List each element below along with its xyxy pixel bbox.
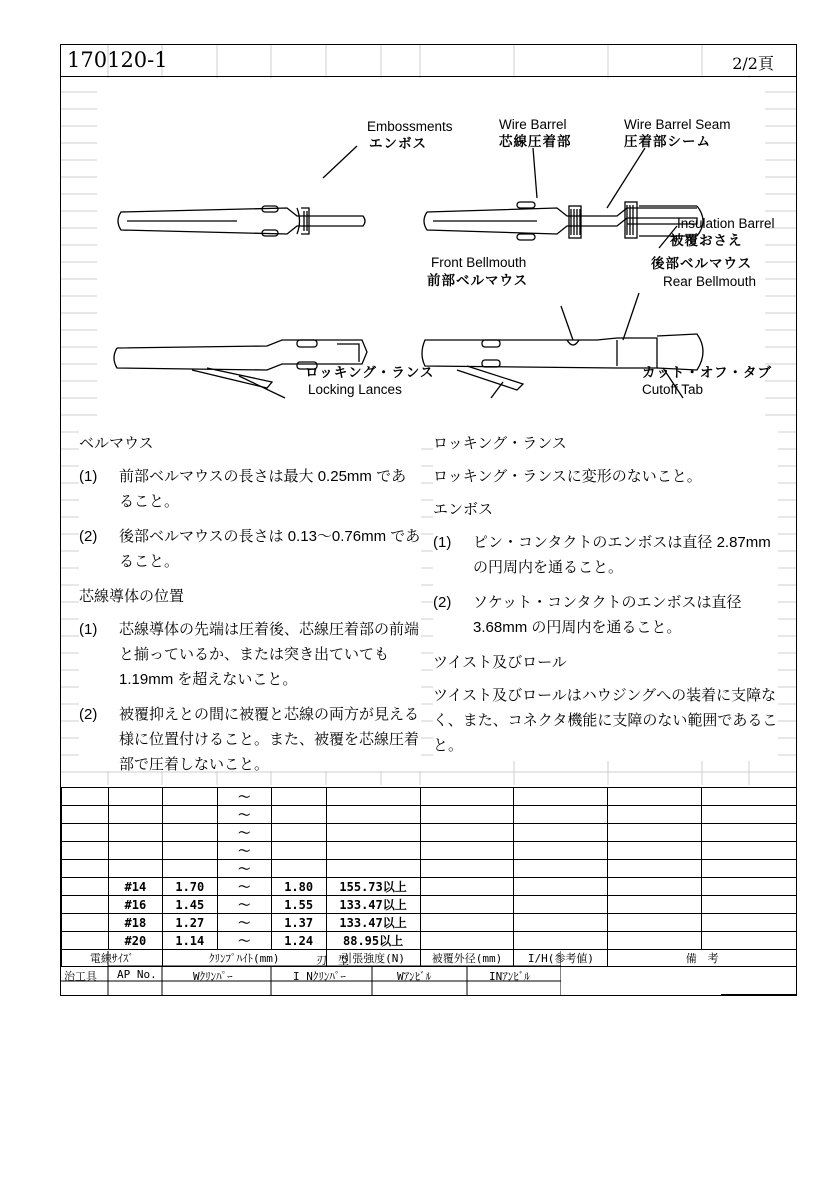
embossments-label-jp: エンボス <box>369 136 427 151</box>
insulation-barrel-label-jp: 被覆おさえ <box>670 233 743 248</box>
conductor-item-1: (1) 芯線導体の先端は圧着後、芯線圧着部の前端と揃っているか、または突き出ていても 1.19mm を超えないこと。 <box>79 621 420 688</box>
table-row-blank: ～ <box>62 824 797 842</box>
rear-bellmouth-label-en: Rear Bellmouth <box>663 274 757 289</box>
table-row: #20 1.14 ～ 1.24 88.95以上 <box>62 932 797 950</box>
document-number: 170120-1 <box>67 48 168 72</box>
front-bellmouth-label-jp: 前部ベルマウス <box>427 273 529 288</box>
table-row-blank: ～ <box>62 788 797 806</box>
locking-heading: ロッキング・ランス <box>433 435 567 452</box>
right-text-pane <box>433 431 778 761</box>
contact-drawing <box>97 78 775 440</box>
in-anvil-label: INｱﾝﾋﾞﾙ <box>489 970 530 983</box>
page-number: 2/2頁 <box>732 54 774 73</box>
w-anvil-label: Wｱﾝﾋﾞﾙ <box>397 970 432 983</box>
wire-barrel-seam-label-jp: 圧着部シーム <box>624 134 711 149</box>
table-row-blank: ～ <box>62 860 797 878</box>
table-row-blank: ～ <box>62 806 797 824</box>
in-crimper-label: I Nｸﾘﾝﾊﾟｰ <box>293 970 346 983</box>
locking-lances-label-en: Locking Lances <box>308 382 402 397</box>
table-header-row: 電線ｻｲｽﾞ ｸﾘﾝﾌﾟﾊｲﾄ(mm) 引張強度(N) 被覆外径(mm) I/H(参考値) 備 考 <box>62 950 797 967</box>
emboss-item-2: (2) ソケット・コンタクトのエンボスは直径 3.68mm の円周内を通ること。 <box>433 594 742 636</box>
w-crimper-label: Wｸﾘﾝﾊﾟｰ <box>193 970 233 983</box>
twist-text: ツイスト及びロールはハウジングへの装着に支障なく、また、コネクタ機能に支障のない範囲であること。 <box>433 687 778 754</box>
locking-text: ロッキング・ランスに変形のないこと。 <box>433 468 702 485</box>
table-row-blank: ～ <box>62 842 797 860</box>
table-row: #18 1.27 ～ 1.37 133.47以上 <box>62 914 797 932</box>
table-row: #14 1.70 ～ 1.80 155.73以上 <box>62 878 797 896</box>
rear-bellmouth-label-jp: 後部ベルマウス <box>651 256 753 271</box>
wire-barrel-label-jp: 芯線圧着部 <box>499 134 572 149</box>
cutoff-tab-label-jp: カット・オフ・タブ <box>642 365 772 380</box>
bellmouth-heading: ベルマウス <box>79 435 154 452</box>
emboss-heading: エンボス <box>433 501 494 518</box>
header-divider <box>61 76 796 77</box>
tooling-block <box>61 951 561 995</box>
embossments-label-en: Embossments <box>367 119 453 134</box>
crimp-spec-table <box>61 787 797 967</box>
front-bellmouth-label-en: Front Bellmouth <box>431 255 527 270</box>
spec-sheet <box>60 44 797 996</box>
emboss-item-1: (1) ピン・コンタクトのエンボスは直径 2.87mm の円周内を通ること。 <box>433 534 771 576</box>
left-text-pane <box>79 431 421 771</box>
insulation-barrel-label-en: Insulation Barrel <box>677 216 775 231</box>
wire-barrel-seam-label-en: Wire Barrel Seam <box>624 117 731 132</box>
bellmouth-item-1: (1) 前部ベルマウスの長さは最大 0.25mm であること。 <box>79 468 407 510</box>
bellmouth-item-2: (2) 後部ベルマウスの長さは 0.13～0.76mm であること。 <box>79 528 421 570</box>
cutoff-tab-label-en: Cutoff Tab <box>642 382 704 397</box>
blade-label: 刃 型 <box>316 954 349 967</box>
conductor-heading: 芯線導体の位置 <box>79 588 185 605</box>
wire-barrel-label-en: Wire Barrel <box>499 117 567 132</box>
footer-rule <box>721 994 797 995</box>
locking-lances-label-jp: ロッキング・ランス <box>305 365 435 380</box>
ap-no-label: AP No. <box>117 968 157 981</box>
table-row: #16 1.45 ～ 1.55 133.47以上 <box>62 896 797 914</box>
twist-heading: ツイスト及びロール <box>433 654 567 671</box>
conductor-item-2: (2) 被覆抑えとの間に被覆と芯線の両方が見える様に位置付けること。また、被覆を芯線圧着部で圧着しないこと。 <box>79 706 420 773</box>
tooling-label: 治工具 <box>64 970 97 983</box>
